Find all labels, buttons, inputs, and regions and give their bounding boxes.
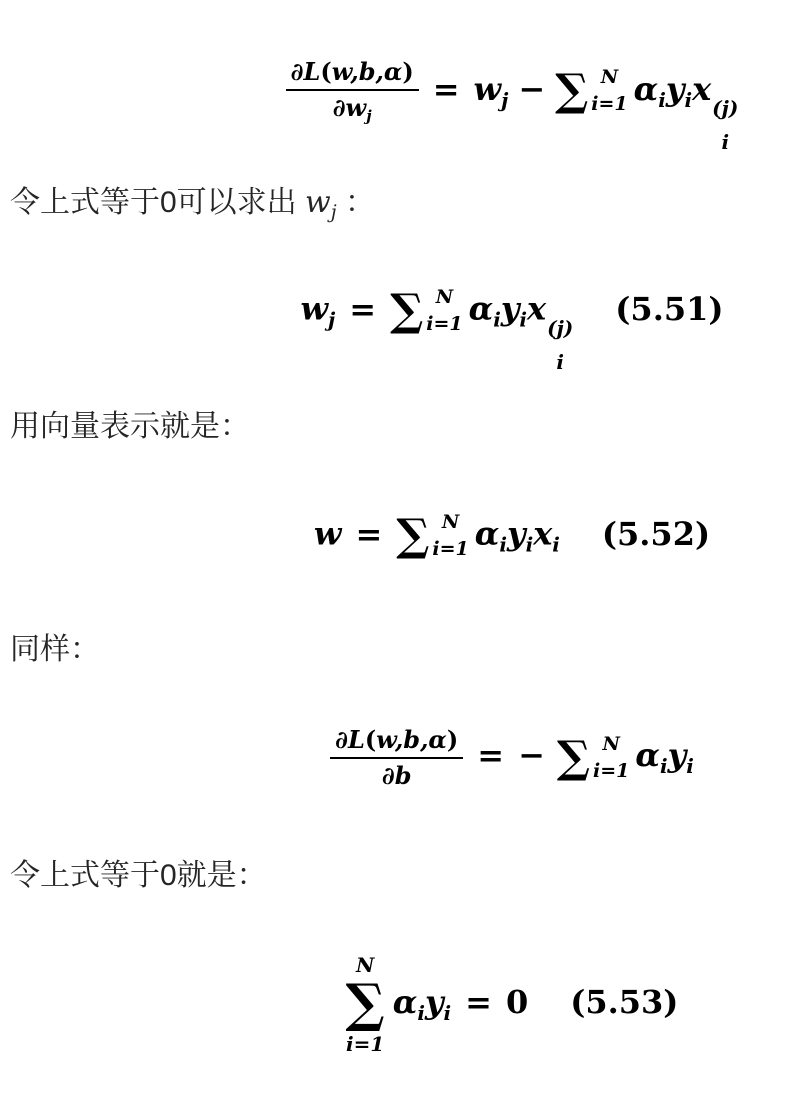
paragraph-set-zero (0, 856, 810, 896)
sym-dL: ∂L (290, 57, 321, 86)
sym-w: w (305, 185, 331, 220)
fraction-dL-db (330, 726, 463, 789)
sym-x: x (527, 289, 547, 328)
sym-equals: = (432, 69, 460, 108)
sym-alpha: α (468, 289, 494, 328)
sym-sub-i: i (684, 87, 693, 112)
sym-sub-i: i (493, 307, 501, 332)
sum-lower-i1: i=1 (432, 538, 469, 560)
sym-x: x (533, 514, 553, 553)
paragraph-similarly (0, 630, 810, 670)
sym-equals: = (349, 289, 377, 328)
paragraph-colon: ： (336, 186, 375, 219)
paragraph-text: 用向量表示就是： (10, 410, 250, 443)
sum-icon: ∑ (345, 973, 385, 1034)
sum-icon: ∑ (556, 731, 591, 783)
sym-y: y (506, 514, 526, 553)
sym-sub-i: i (525, 532, 534, 557)
sym-y: y (424, 983, 444, 1021)
sum-upper-N: N (435, 286, 454, 308)
sym-db: ∂b (381, 760, 412, 790)
sum-icon: ∑ (396, 510, 430, 561)
sum-lower-i1: i=1 (593, 759, 630, 782)
paragraph-text: 令上式等于0就是： (10, 859, 267, 892)
sym-sub-j: j (330, 201, 337, 223)
equation-number: (5.52) (601, 514, 711, 553)
sym-w: w (473, 69, 502, 108)
paragraph-text: 令上式等于0可以求出 (10, 186, 306, 219)
sym-sub-i: i (686, 754, 694, 779)
summation-inline (390, 285, 463, 336)
sym-alpha: α (635, 736, 661, 775)
sum-upper-N: N (355, 953, 375, 977)
sym-sub-j: j (501, 87, 509, 112)
sym-sub-i: i (660, 754, 668, 779)
paragraph-text: 同样： (10, 633, 100, 666)
sym-args: w,b,α (376, 725, 447, 754)
sum-limits (591, 68, 627, 114)
sum-upper-N: N (602, 732, 620, 755)
sym-dL: ∂L (335, 725, 365, 754)
sym-y: y (500, 289, 520, 328)
sum-lower-i1: i=1 (345, 1032, 385, 1056)
sym-sub-i: i (499, 532, 507, 557)
sym-y: y (667, 736, 687, 775)
sym-rparen: ) (402, 57, 414, 86)
sym-minus: − (518, 69, 546, 108)
sym-equals: = (465, 983, 492, 1021)
sym-minus: − (518, 736, 545, 775)
sym-args: w,b,α (331, 57, 403, 86)
sym-sup-j: (j) (712, 95, 739, 120)
sym-sub-i: i (417, 1001, 425, 1025)
summation-inline (555, 65, 628, 117)
sym-sub-i: i (443, 1001, 452, 1025)
summation-inline (556, 731, 630, 783)
equation-dL-db (0, 726, 810, 789)
sym-sub-i: i (519, 307, 528, 332)
sym-lparen: ( (364, 725, 377, 754)
sum-upper-N: N (600, 66, 619, 89)
sum-lower-i1: i=1 (591, 93, 628, 116)
paragraph-vector-form (0, 407, 810, 447)
sym-dw: ∂w (332, 92, 367, 122)
sym-lparen: ( (320, 57, 332, 86)
sym-alpha: α (633, 69, 659, 108)
equation-5-51 (0, 285, 810, 374)
sym-w: w (313, 514, 342, 553)
sym-equals: = (477, 736, 505, 775)
sym-y: y (665, 69, 685, 108)
inline-math-wj (305, 185, 337, 223)
equation-dL-dwj (0, 58, 810, 152)
sym-rparen: ) (446, 725, 459, 754)
x-scripts (547, 315, 574, 374)
x-scripts (712, 95, 739, 154)
equation-5-53 (0, 955, 810, 1054)
sym-sub-i: i (556, 349, 564, 374)
fraction-numerator (286, 58, 419, 91)
sym-sup-j: (j) (547, 315, 574, 340)
sym-zero: 0 (505, 983, 529, 1021)
sum-icon: ∑ (555, 65, 589, 117)
equation-number: (5.51) (615, 289, 724, 328)
sum-lower-i1: i=1 (426, 313, 463, 335)
sum-limits (426, 288, 462, 334)
paragraph-solve-wj (0, 183, 810, 232)
sym-sub-i: i (658, 87, 666, 112)
sum-limits (593, 732, 630, 782)
summation-display (346, 955, 385, 1054)
fraction-numerator (330, 726, 463, 759)
fraction-denominator (333, 91, 372, 125)
equation-number: (5.53) (570, 983, 679, 1021)
fraction-denominator (382, 759, 412, 790)
sym-x: x (692, 69, 712, 108)
sym-sub-i: i (721, 129, 730, 154)
sym-sub-j: j (366, 106, 372, 125)
sym-alpha: α (474, 514, 500, 553)
sym-equals: = (355, 514, 383, 553)
sum-icon: ∑ (390, 285, 424, 336)
sym-sub-j: j (328, 307, 336, 332)
sym-w: w (300, 289, 329, 328)
fraction-dL-dwj (286, 58, 419, 125)
summation-inline (396, 510, 469, 561)
sym-alpha: α (392, 983, 418, 1021)
sum-limits (432, 513, 468, 559)
sym-sub-i: i (552, 532, 560, 557)
sum-upper-N: N (441, 511, 460, 533)
equation-5-52 (0, 510, 810, 561)
